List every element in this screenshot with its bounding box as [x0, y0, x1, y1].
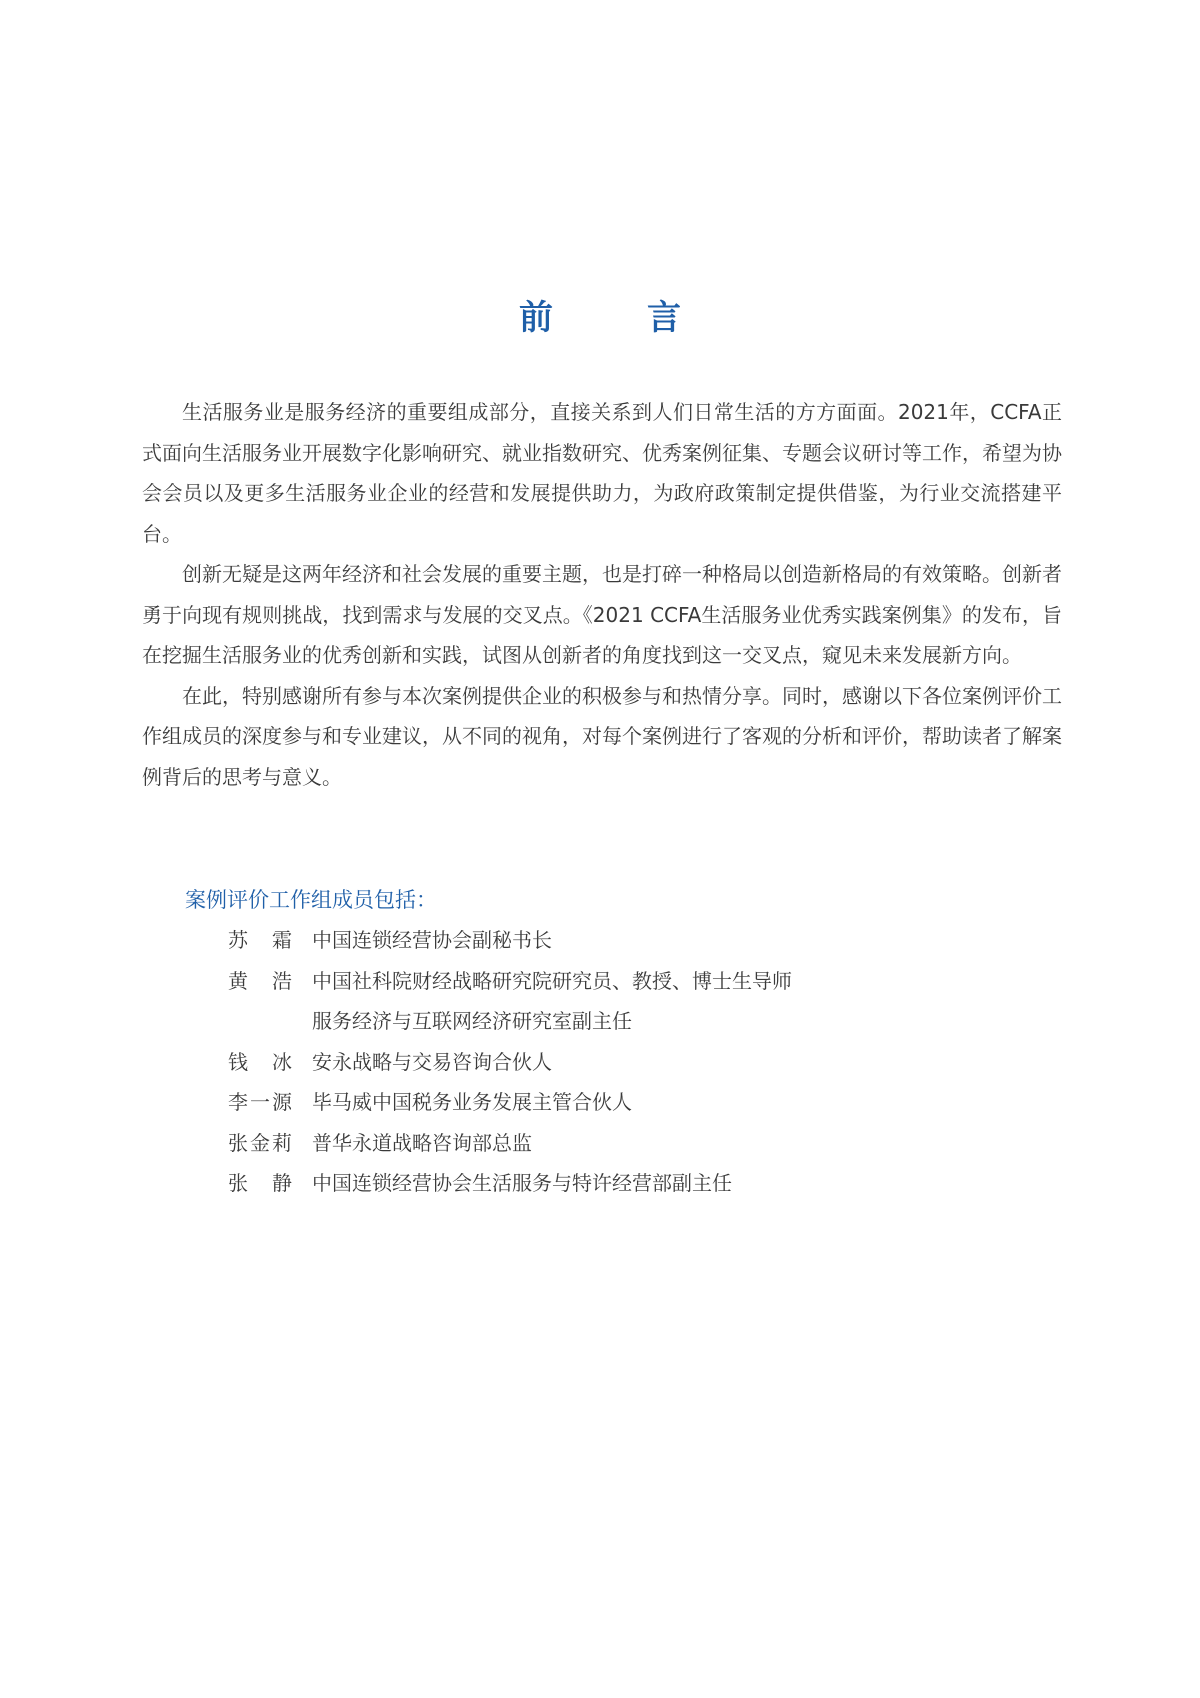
member-role: 安永战略与交易咨询合伙人 — [312, 1049, 552, 1074]
member-row — [228, 961, 1062, 1042]
member-name: 钱 冰 — [228, 1049, 292, 1074]
member-roles — [312, 920, 552, 961]
member-role: 普华永道战略咨询部总监 — [312, 1130, 532, 1155]
paragraph-1: 生活服务业是服务经济的重要组成部分，直接关系到人们日常生活的方方面面。2021年，CCFA正式面向生活服务业开展数字化影响研究、就业指数研究、优秀案例征集、专题会议研讨等工作，希望为协会会员以及更多生活服务业企业的经营和发展提供助力，为政府政策制定提供借鉴，为行业交流搭建平台。 — [142, 400, 1062, 546]
member-role: 毕马威中国税务业务发展主管合伙人 — [312, 1090, 632, 1114]
member-role: 中国连锁经营协会副秘书长 — [312, 928, 552, 952]
members-section — [142, 880, 1062, 1204]
member-name: 张金莉 — [228, 1130, 292, 1155]
member-row — [228, 1082, 1062, 1123]
member-row — [228, 1042, 1062, 1083]
member-name: 黄 浩 — [228, 968, 292, 993]
member-roles — [312, 961, 792, 1042]
paragraph-2: 创新无疑是这两年经济和社会发展的重要主题，也是打碎一种格局以创造新格局的有效策略。创新者勇于向现有规则挑战，找到需求与发展的交叉点。《2021 CCFA生活服务业优秀实践案例集》的发布，旨在挖掘生活服务业的优秀创新和实践，试图从创新者的角度找到这一交叉点，窥见未来发展新方向。 — [142, 562, 1062, 667]
member-row — [228, 1163, 1062, 1204]
member-roles — [312, 1123, 532, 1164]
member-role: 中国连锁经营协会生活服务与特许经营部副主任 — [312, 1171, 732, 1195]
member-row — [228, 920, 1062, 961]
member-roles — [312, 1082, 632, 1123]
member-name: 张 静 — [228, 1171, 292, 1195]
member-roles — [312, 1163, 732, 1204]
member-name: 苏 霜 — [228, 928, 292, 952]
preface-body — [142, 392, 1062, 797]
member-roles — [312, 1042, 552, 1083]
member-name: 李一源 — [228, 1090, 292, 1114]
page-title: 前 言 — [519, 297, 711, 338]
paragraph-3: 在此，特别感谢所有参与本次案例提供企业的积极参与和热情分享。同时，感谢以下各位案例评价工作组成员的深度参与和专业建议，从不同的视角，对每个案例进行了客观的分析和评价，帮助读者了解案例背后的思考与意义。 — [142, 683, 1062, 789]
member-role: 服务经济与互联网经济研究室副主任 — [312, 1009, 632, 1033]
member-role: 中国社科院财经战略研究院研究员、教授、博士生导师 — [312, 968, 792, 993]
member-row — [228, 1123, 1062, 1164]
members-heading: 案例评价工作组成员包括： — [185, 888, 437, 912]
